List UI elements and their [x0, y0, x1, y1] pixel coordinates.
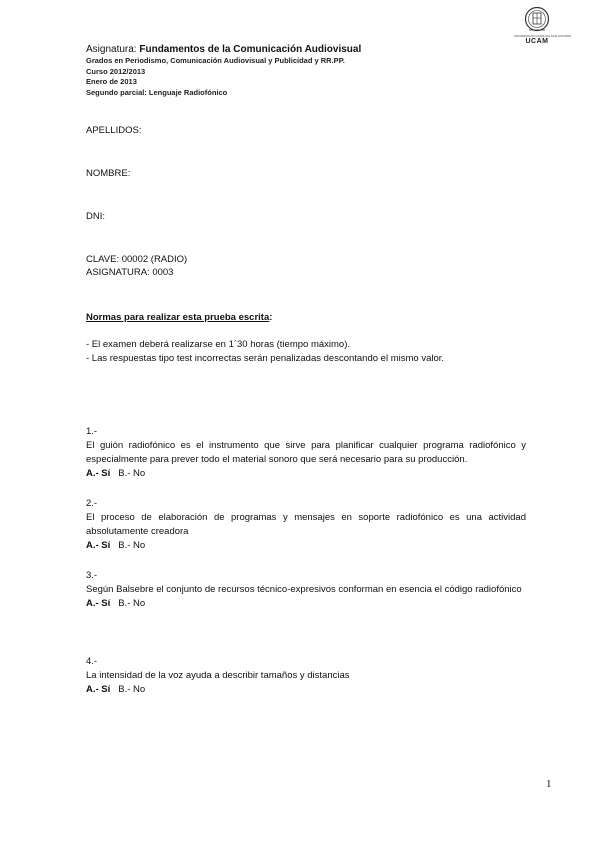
question-number: 2.- — [86, 498, 98, 509]
norms-title — [86, 312, 272, 323]
subject-line — [86, 43, 506, 56]
clave-code: CLAVE: 00002 (RADIO) — [86, 254, 188, 265]
page-number: 1 — [546, 778, 552, 790]
answer-options — [86, 539, 526, 553]
option-b[interactable]: B.- No — [118, 468, 146, 479]
answer-options — [86, 597, 526, 611]
course-line: Curso 2012/2013 — [86, 66, 146, 76]
partial-line: Segundo parcial: Lenguaje Radiofónico — [86, 87, 228, 97]
norms-title-text: Normas para realizar esta prueba escrita — [86, 312, 270, 323]
dni-field-label: DNI: — [86, 211, 105, 222]
name-field-label: NOMBRE: — [86, 168, 131, 179]
question-number: 1.- — [86, 426, 98, 437]
norm-item: - El examen deberá realizarse en 1´30 horas (tiempo máximo). — [86, 339, 351, 350]
norm-item: - Las respuestas tipo test incorrectas serán penalizadas descontando el mismo valor. — [86, 352, 445, 364]
option-b[interactable]: B.- No — [118, 598, 146, 609]
question-3 — [86, 569, 526, 611]
norms-list — [86, 338, 526, 365]
question-text: El proceso de elaboración de programas y mensajes en soporte radiofónico es una actividad absolutamente creadora — [86, 512, 526, 537]
option-a[interactable]: A.- Sí — [86, 684, 111, 695]
question-4 — [86, 655, 526, 697]
university-seal-icon — [524, 6, 550, 34]
answer-options — [86, 467, 526, 481]
norms-title-colon: : — [269, 312, 273, 323]
option-a[interactable]: A.- Sí — [86, 540, 111, 551]
question-text: El guión radiofónico es el instrumento que sirve para planificar cualquier programa radiofónico y especialmente para prever todo el material sonoro que será necesario para su producción. — [86, 440, 526, 465]
option-b[interactable]: B.- No — [118, 684, 146, 695]
question-number: 4.- — [86, 656, 98, 667]
logo-caption: UNIVERSIDAD CATÓLICA SAN ANTONIO — [514, 34, 572, 38]
question-1 — [86, 425, 526, 481]
subject-label: Asignatura: — [86, 44, 140, 55]
question-text: La intensidad de la voz ayuda a describir tamaños y distancias — [86, 670, 350, 681]
option-a[interactable]: A.- Sí — [86, 598, 111, 609]
option-a[interactable]: A.- Sí — [86, 468, 111, 479]
logo-name: UCAM — [525, 38, 549, 45]
ucam-logo — [514, 6, 572, 52]
date-line: Enero de 2013 — [86, 77, 137, 86]
answer-options — [86, 683, 526, 697]
subject-name: Fundamentos de la Comunicación Audiovisual — [139, 44, 362, 55]
option-b[interactable]: B.- No — [118, 540, 146, 551]
exam-header — [86, 43, 506, 98]
surname-field-label: APELLIDOS: — [86, 125, 142, 136]
exam-codes — [86, 253, 187, 279]
question-number: 3.- — [86, 570, 98, 581]
subject-code: ASIGNATURA: 0003 — [86, 267, 174, 278]
degrees-line: Grados en Periodismo, Comunicación Audiovisual y Publicidad y RR.PP. — [86, 56, 345, 65]
question-2 — [86, 497, 526, 553]
question-text: Según Balsebre el conjunto de recursos técnico-expresivos conforman en esencia el código radiofónico — [86, 584, 522, 595]
